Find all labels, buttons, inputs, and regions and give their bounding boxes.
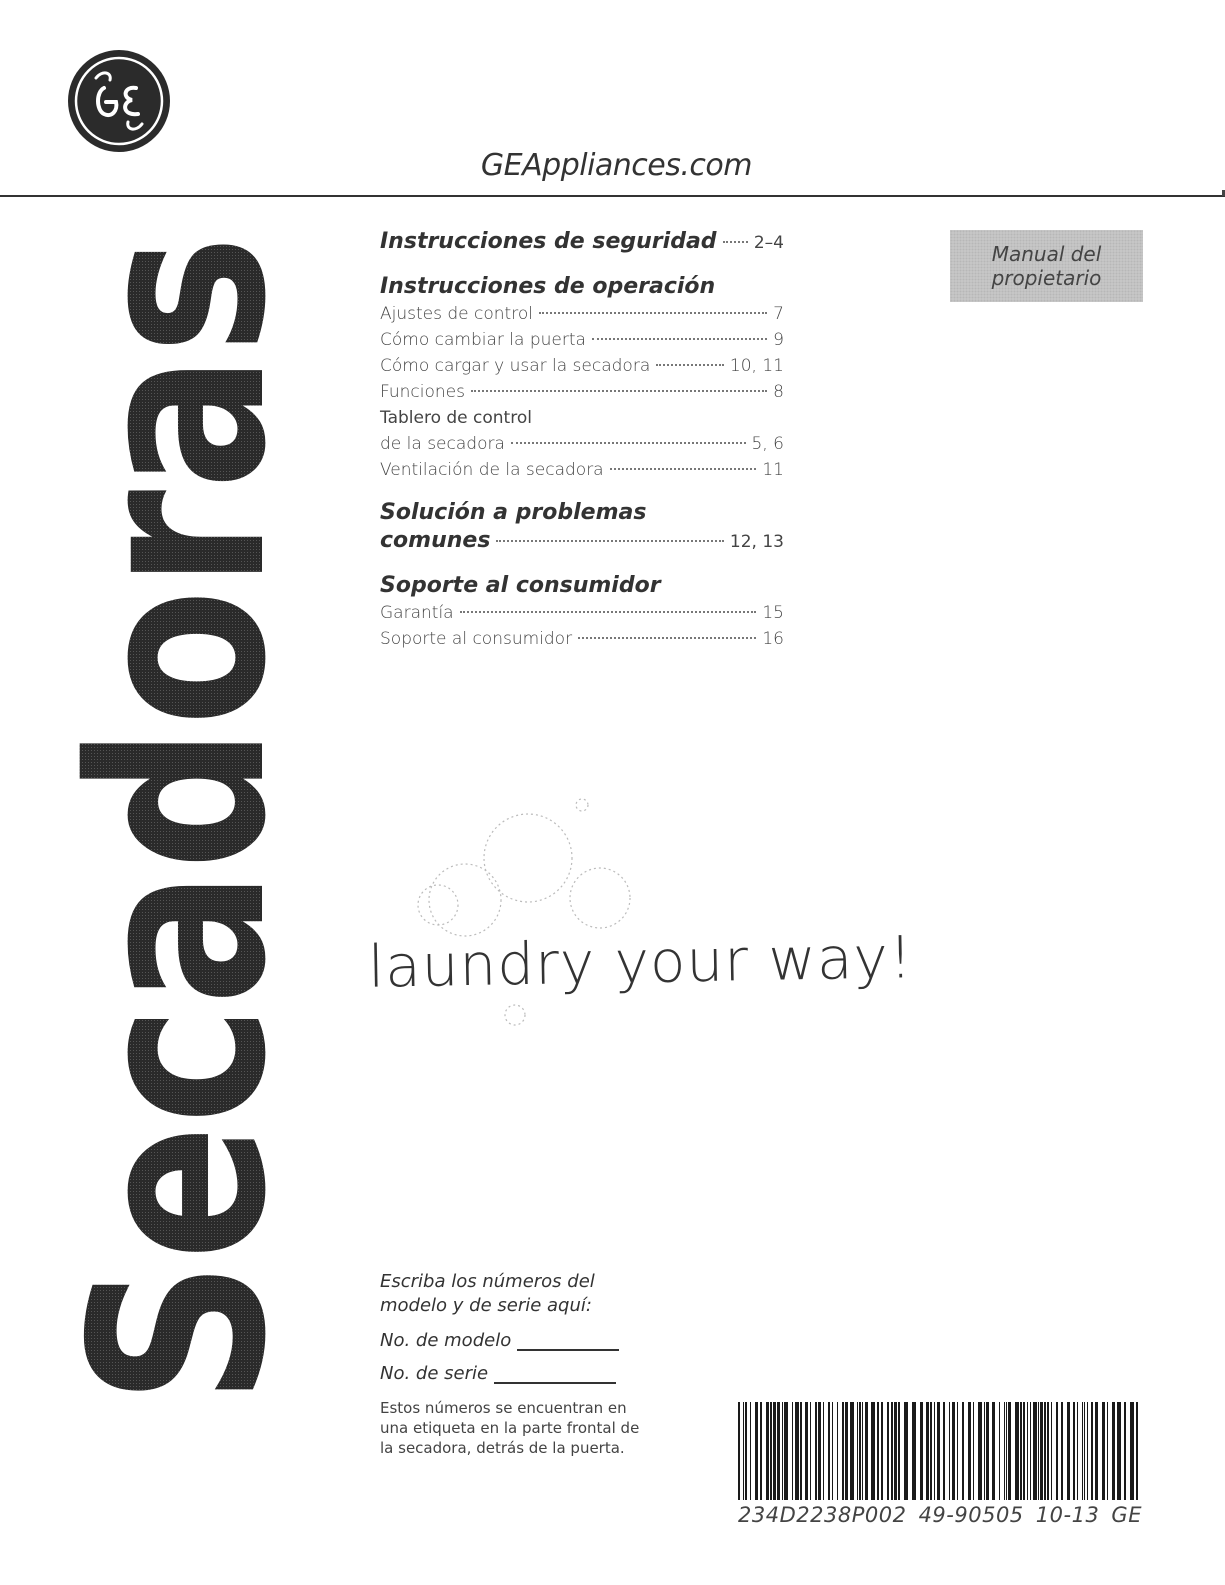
- barcode-bar: [937, 1402, 940, 1500]
- toc-operation-heading: Instrucciones de operación: [380, 274, 716, 299]
- barcode-bar: [1056, 1402, 1058, 1500]
- site-url: GEAppliances.com: [480, 148, 752, 183]
- barcode-bar: [859, 1402, 861, 1500]
- barcode-bar: [1091, 1402, 1093, 1500]
- barcode-bar: [837, 1402, 838, 1500]
- barcode-bar: [1084, 1402, 1085, 1500]
- toc-item: Cómo cargar y usar la secadora 10, 11: [380, 356, 784, 376]
- barcode-bar: [1130, 1402, 1134, 1500]
- table-of-contents: [380, 228, 784, 668]
- toc-item: Ajustes de control 7: [380, 304, 784, 324]
- barcode-bar: [877, 1402, 879, 1500]
- product-title-text: Secadoras: [39, 5, 319, 1405]
- barcode-bar: [1015, 1402, 1019, 1500]
- serial-heading-line1: Escriba los números del: [380, 1271, 595, 1292]
- product-title: [39, 5, 319, 1405]
- barcode-bar: [1107, 1402, 1108, 1500]
- barcode-bar: [978, 1402, 982, 1500]
- barcode-bar: [1047, 1402, 1049, 1500]
- barcode-bar: [777, 1402, 780, 1500]
- toc-item: Soporte al consumidor 16: [380, 629, 784, 649]
- serial-number-blank: [494, 1364, 616, 1384]
- barcode-bar: [930, 1402, 932, 1500]
- barcode-bar: [743, 1402, 744, 1500]
- bubbles-graphic: [350, 780, 820, 1050]
- barcode-bar: [912, 1402, 916, 1500]
- toc-item-label-line1: Tablero de control: [380, 408, 532, 428]
- toc-safety: [380, 228, 784, 257]
- barcode-bar: [962, 1402, 964, 1500]
- barcode-bar: [805, 1402, 808, 1500]
- toc-troubleshooting-line1: Solución a problemas: [380, 500, 647, 525]
- barcode-bar: [1008, 1402, 1011, 1500]
- barcode-bar: [984, 1402, 985, 1500]
- barcode-bar: [1027, 1402, 1028, 1500]
- toc-support: [380, 572, 784, 652]
- barcode-bar: [755, 1402, 758, 1500]
- barcode-bar: [1067, 1402, 1070, 1500]
- barcode-bar: [1124, 1402, 1126, 1500]
- toc-safety-label: Instrucciones de seguridad: [380, 229, 717, 254]
- barcode-bar: [1077, 1402, 1078, 1500]
- barcode-bar: [842, 1402, 844, 1500]
- barcode-part-number: 234D2238P002: [738, 1503, 907, 1527]
- barcode-bar: [871, 1402, 875, 1500]
- barcode-date: 10-13: [1035, 1503, 1100, 1527]
- toc-support-heading: Soporte al consumidor: [380, 573, 661, 598]
- barcode-bar: [957, 1402, 958, 1500]
- barcode-publication-number: 49-90505: [918, 1503, 1024, 1527]
- barcode-bar: [800, 1402, 802, 1500]
- manual-label-box: [950, 230, 1143, 302]
- model-number-label: No. de modelo: [380, 1330, 512, 1351]
- barcode-bar: [881, 1402, 883, 1500]
- barcode-bar: [934, 1402, 935, 1500]
- barcode-bar: [926, 1402, 929, 1500]
- toc-item: de la secadora 5, 6: [380, 434, 784, 454]
- barcode-bar: [738, 1402, 740, 1500]
- header-rule: [0, 195, 1225, 197]
- barcode-bar: [1020, 1402, 1022, 1500]
- barcode-bar: [770, 1402, 772, 1500]
- barcode-bar: [766, 1402, 769, 1500]
- barcode-bar: [1095, 1402, 1098, 1500]
- serial-number-label: No. de serie: [380, 1363, 489, 1384]
- barcode-bar: [828, 1402, 830, 1500]
- barcode-bar: [920, 1402, 923, 1500]
- barcode-bar: [973, 1402, 974, 1500]
- barcode-bar: [1087, 1402, 1088, 1500]
- toc-item: Garantía 15: [380, 603, 784, 623]
- barcode-bar: [1082, 1402, 1083, 1500]
- barcode-brand: GE: [1111, 1503, 1142, 1527]
- barcode-bar: [1033, 1402, 1037, 1500]
- barcode-text: [738, 1503, 1142, 1527]
- toc-troubleshooting-page: 12, 13: [729, 532, 784, 552]
- barcode-bar: [1061, 1402, 1063, 1500]
- barcode-bar: [1038, 1402, 1039, 1500]
- barcode-bar: [949, 1402, 950, 1500]
- barcode-bar: [815, 1402, 817, 1500]
- serial-heading-line2: modelo y de serie aquí:: [380, 1295, 592, 1316]
- toc-troubleshooting: [380, 499, 784, 556]
- barcode-bar: [857, 1402, 858, 1500]
- barcode-bar: [832, 1402, 833, 1500]
- barcode-bar: [891, 1402, 893, 1500]
- barcode-bar: [952, 1402, 955, 1500]
- barcode-bar: [850, 1402, 854, 1500]
- serial-section: [380, 1270, 650, 1458]
- barcode-bar: [1102, 1402, 1105, 1500]
- barcode-bar: [943, 1402, 945, 1500]
- model-number-blank: [517, 1331, 619, 1351]
- barcode-bar: [1073, 1402, 1075, 1500]
- barcode-bar: [862, 1402, 863, 1500]
- ge-logo: [66, 48, 172, 154]
- barcode-bar: [773, 1402, 776, 1500]
- barcode-bar: [792, 1402, 793, 1500]
- barcode-bar: [986, 1402, 989, 1500]
- barcode-bar: [782, 1402, 783, 1500]
- barcode-bar: [1006, 1402, 1007, 1500]
- barcode-bar: [887, 1402, 889, 1500]
- toc-troubleshooting-line2: comunes: [380, 528, 491, 553]
- barcode-bar: [968, 1402, 971, 1500]
- barcode-bar: [845, 1402, 848, 1500]
- barcode-bar: [750, 1402, 751, 1500]
- toc-item: Funciones 8: [380, 382, 784, 402]
- barcode-bar: [1136, 1402, 1138, 1500]
- barcode-bar: [898, 1402, 900, 1500]
- barcode-bar: [1030, 1402, 1031, 1500]
- barcode-bar: [784, 1402, 788, 1500]
- barcode-bar: [1051, 1402, 1052, 1500]
- barcode-bar: [1112, 1402, 1115, 1500]
- barcode-bar: [1004, 1402, 1005, 1500]
- barcode-bar: [865, 1402, 868, 1500]
- barcode-bar: [894, 1402, 897, 1500]
- model-number-field: [380, 1330, 650, 1351]
- barcode-bar: [818, 1402, 821, 1500]
- serial-number-field: [380, 1363, 650, 1384]
- barcode-bar: [904, 1402, 908, 1500]
- barcode-bar: [795, 1402, 799, 1500]
- serial-note: Estos números se encuentran en una etiqueta en la parte frontal de la secadora, detrás de la puerta.: [380, 1399, 640, 1457]
- toc-operation: [380, 273, 784, 483]
- barcode-bar: [1117, 1402, 1121, 1500]
- barcode: [738, 1402, 1142, 1500]
- toc-item: Ventilación de la secadora 11: [380, 460, 784, 480]
- barcode-bar: [810, 1402, 811, 1500]
- toc-safety-page: 2–4: [753, 233, 784, 253]
- toc-item: Cómo cambiar la puerta 9: [380, 330, 784, 350]
- manual-label-line1: Manual del: [991, 242, 1102, 266]
- tagline: laundry your way!: [367, 923, 914, 1001]
- barcode-bar: [760, 1402, 762, 1500]
- barcode-bar: [1044, 1402, 1046, 1500]
- barcode-bar: [823, 1402, 824, 1500]
- barcode-bar: [999, 1402, 1000, 1500]
- barcode-bar: [745, 1402, 747, 1500]
- barcode-bar: [1040, 1402, 1043, 1500]
- manual-label-line2: propietario: [991, 266, 1102, 290]
- barcode-bar: [992, 1402, 995, 1500]
- barcode-bar: [1023, 1402, 1025, 1500]
